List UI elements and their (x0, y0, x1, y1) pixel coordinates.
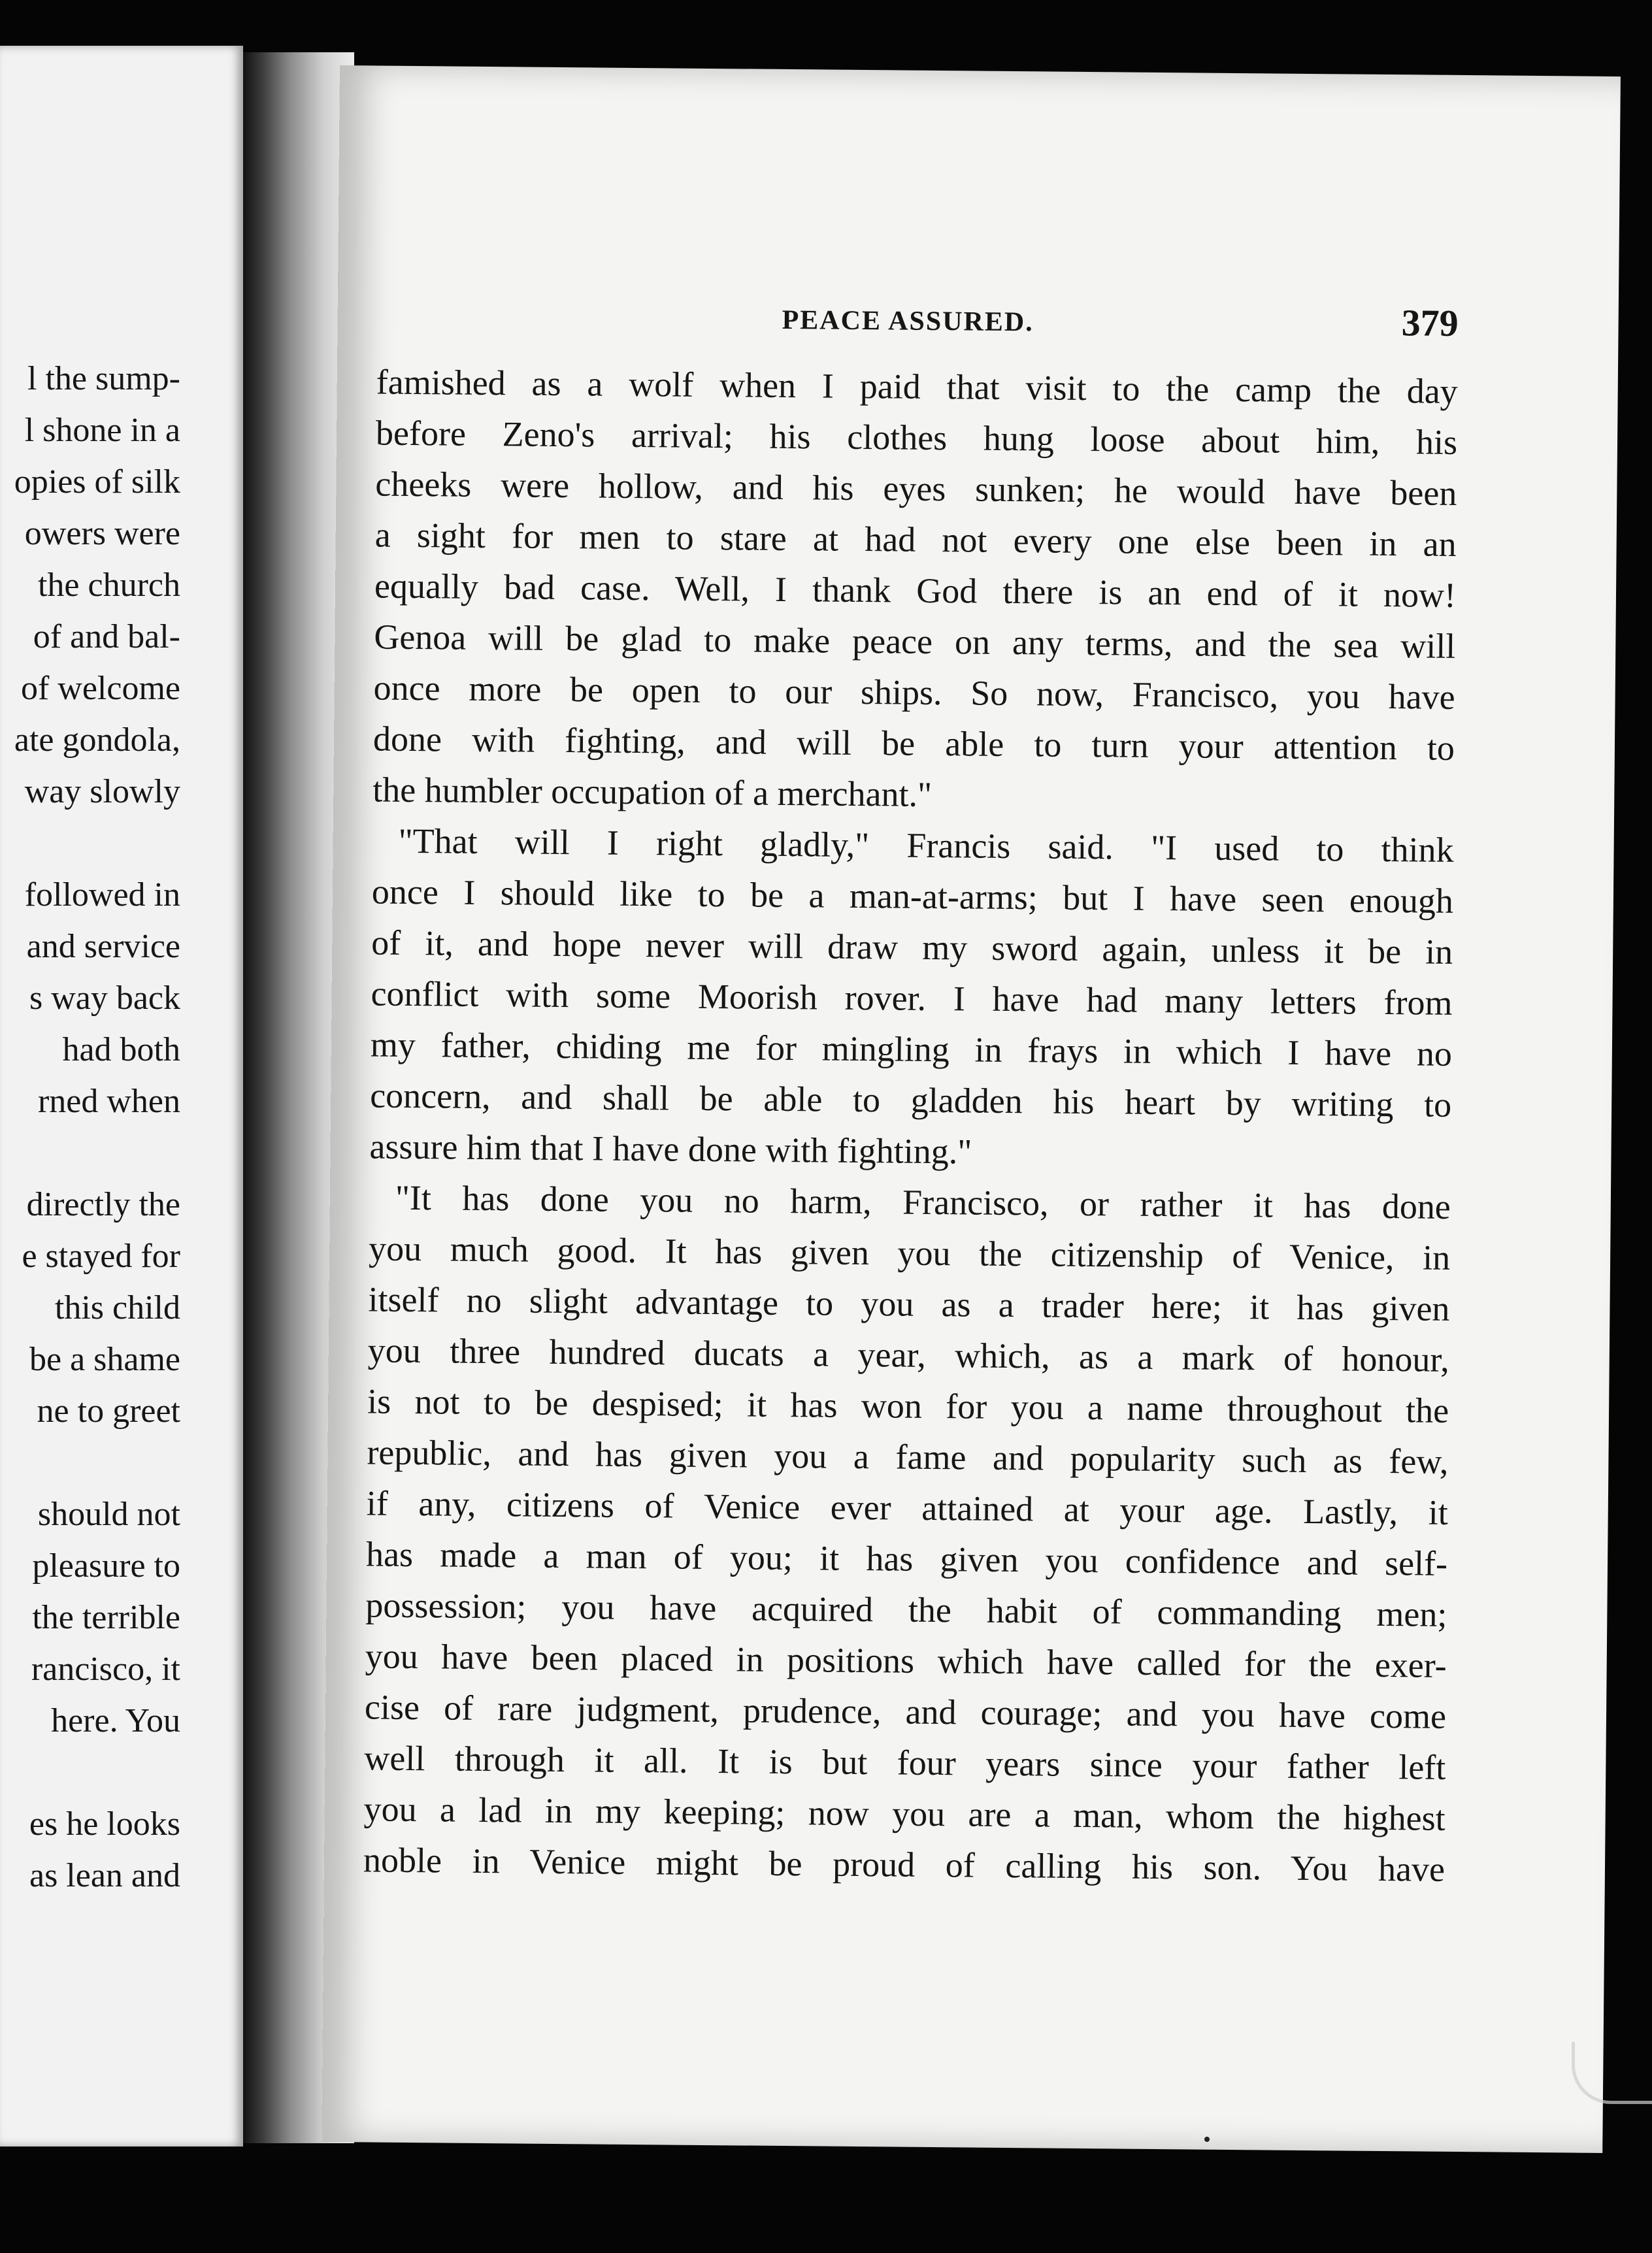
left-page-line: this child (54, 1289, 180, 1326)
body-line: Genoa will be glad to make peace on any terms, and the sea will (374, 617, 1456, 666)
left-page-line: ne to greet (37, 1392, 180, 1430)
left-page-line: l the sump- (27, 360, 180, 397)
left-page-line (0, 817, 180, 869)
body-line: once more be open to our ships. So now, Francisco, you have (373, 668, 1455, 717)
left-page-line (0, 1747, 180, 1798)
body-line: "That will I right gladly," Francis said. "I used to think (398, 821, 1454, 870)
left-page-line: l shone in a (24, 412, 180, 449)
left-page-line: followed in (24, 876, 180, 913)
page-number: 379 (1401, 301, 1459, 344)
left-page-line (0, 1127, 180, 1179)
left-page-line: es he looks (29, 1805, 180, 1843)
body-line: you much good. It has given you the citizenship of Venice, in (368, 1228, 1451, 1277)
left-page-line: rancisco, it (31, 1651, 180, 1688)
ink-speck (1204, 2137, 1210, 2142)
left-page-line: the church (37, 567, 180, 604)
body-line: is not to be despised; it has won for you a name throughout the (367, 1381, 1449, 1430)
left-page-line: of welcome (20, 670, 180, 707)
body-line: noble in Venice might be proud of calling his son. You have (363, 1840, 1446, 1889)
body-line: of it, and hope never will draw my sword again, unless it be in (371, 923, 1453, 972)
left-page-text (0, 353, 180, 1901)
left-page-line: opies of silk (14, 463, 180, 501)
left-page-line: here. You (51, 1702, 180, 1739)
body-line: itself no slight advantage to you as a trader here; it has given (368, 1279, 1450, 1328)
left-page-line (0, 1437, 180, 1488)
body-line: equally bad case. Well, I thank God there is an end of it now! (374, 566, 1457, 615)
body-line: has made a man of you; it has given you confidence and self- (365, 1534, 1448, 1583)
body-line: "It has done you no harm, Francisco, or rather it has done (395, 1177, 1451, 1226)
left-page-line: as lean and (29, 1857, 180, 1894)
body-line: you have been placed in positions which have called for the exer- (365, 1636, 1447, 1685)
left-page-line: of and bal- (33, 618, 180, 655)
body-line: my father, chiding me for mingling in frays in which I have no (370, 1025, 1453, 1074)
body-line: concern, and shall be able to gladden his heart by writing to (369, 1076, 1452, 1125)
left-page-line: directly the (26, 1186, 180, 1223)
body-line: before Zeno's arrival; his clothes hung loose about him, his (375, 413, 1458, 462)
body-line: if any, citizens of Venice ever attained at your age. Lastly, it (366, 1483, 1448, 1532)
left-page-line: should not (37, 1496, 180, 1533)
left-page-line: be a shame (29, 1341, 180, 1378)
left-page-line: rned when (37, 1083, 180, 1120)
body-line: assure him that I have done with fighting." (369, 1126, 972, 1172)
body-line: you a lad in my keeping; now you are a man, whom the highest (363, 1789, 1446, 1838)
left-page-line: and service (26, 928, 180, 965)
left-page (0, 46, 243, 2146)
left-page-line: pleasure to (32, 1547, 180, 1585)
body-line: once I should like to be a man-at-arms; but I have seen enough (371, 872, 1454, 921)
left-page-line: had both (62, 1031, 180, 1068)
running-head (376, 301, 1459, 356)
body-line: possession; you have acquired the habit of commanding men; (365, 1585, 1447, 1634)
left-page-line: way slowly (24, 773, 180, 810)
body-line: you three hundred ducats a year, which, as a mark of honour, (367, 1330, 1450, 1379)
body-line: republic, and has given you a fame and popularity such as few, (367, 1432, 1449, 1481)
body-line: conflict with some Moorish rover. I have had many letters from (371, 974, 1453, 1023)
left-page-line: e stayed for (22, 1238, 180, 1275)
running-head-title: PEACE ASSURED. (782, 304, 1034, 338)
body-line: a sight for men to stare at had not every one else been in an (374, 515, 1457, 564)
left-page-line: owers were (24, 515, 180, 552)
right-page (322, 65, 1621, 2153)
left-page-line: ate gondola, (14, 721, 180, 759)
body-text (363, 357, 1458, 1895)
left-page-line: s way back (29, 979, 180, 1017)
body-line: famished as a wolf when I paid that visit to the camp the day (376, 362, 1458, 411)
body-line: done with fighting, and will be able to turn your attention to (372, 719, 1455, 768)
body-line: cise of rare judgment, prudence, and courage; and you have come (364, 1687, 1447, 1736)
body-line: cheeks were hollow, and his eyes sunken; he would have been (375, 464, 1457, 513)
body-line: well through it all. It is but four years since your father left (364, 1738, 1446, 1787)
body-line: the humbler occupation of a merchant." (372, 770, 933, 814)
left-page-line: the terrible (32, 1599, 180, 1636)
